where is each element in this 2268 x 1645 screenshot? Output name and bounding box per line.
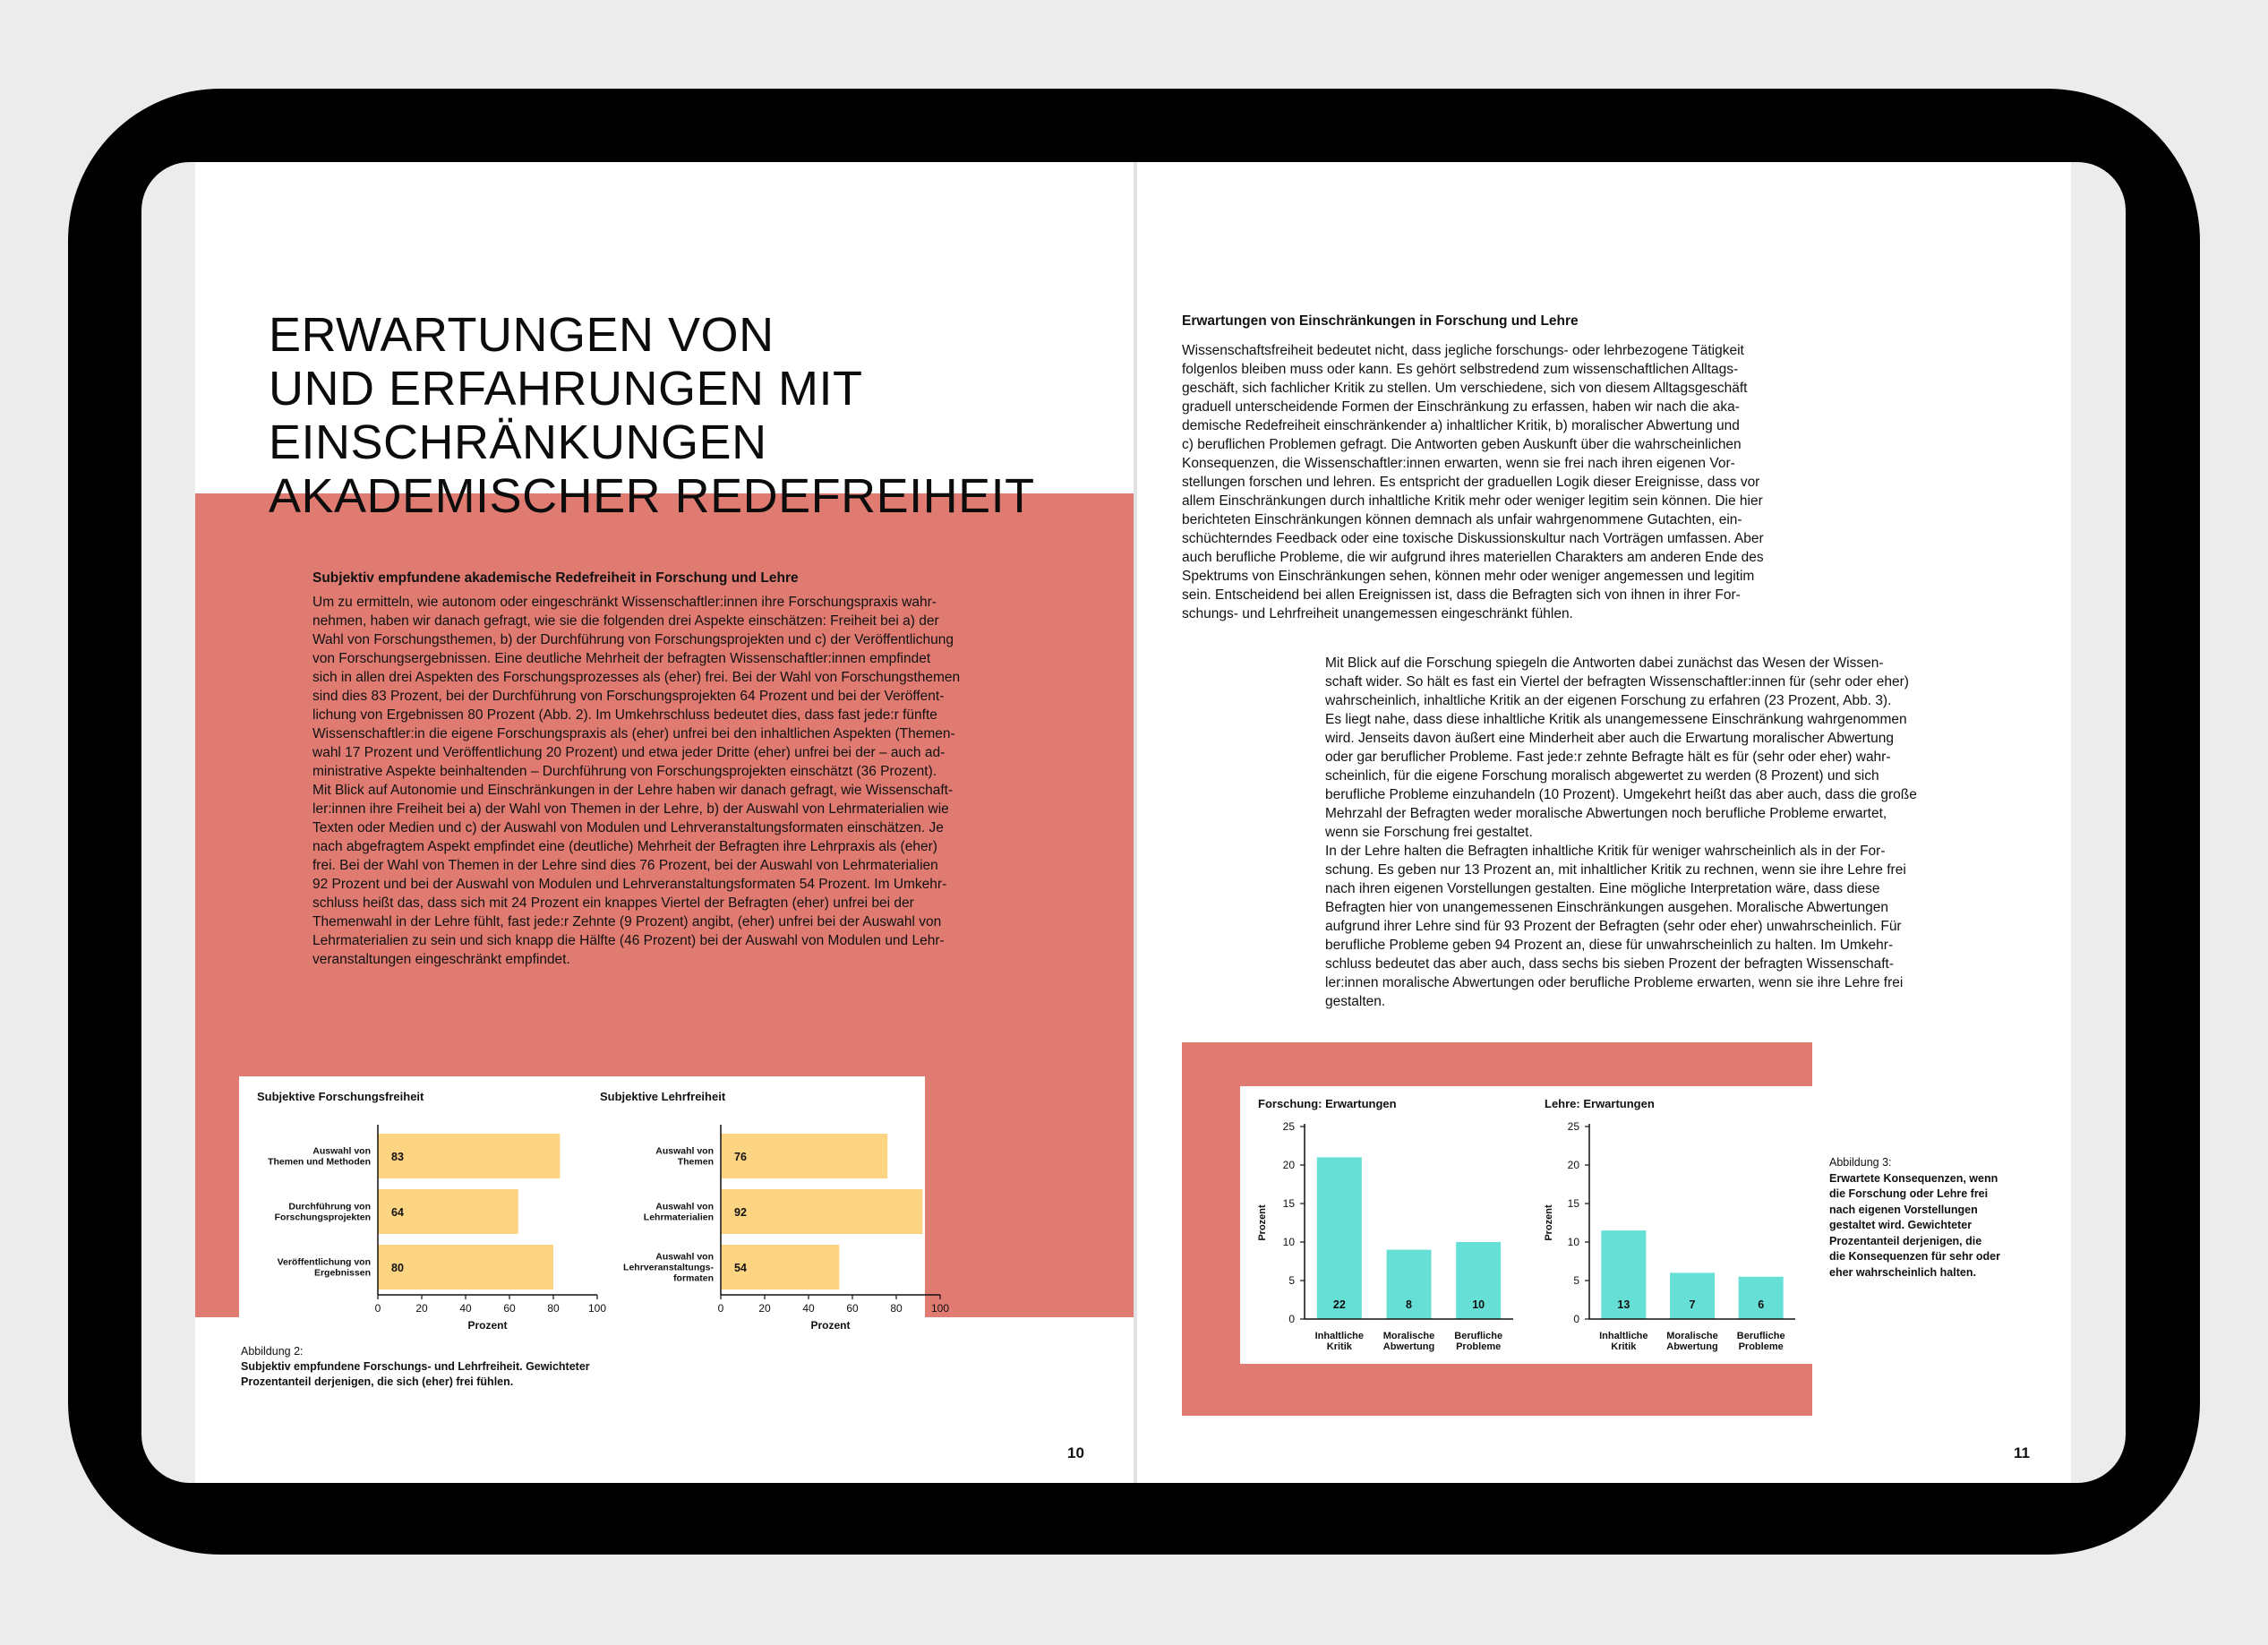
body-text-right-2: Mit Blick auf die Forschung spiegeln die Antworten dabei zunächst das Wesen der Wissen- schaft wider. So hält es fast ein Viertel der befragten Wissenschaftler:innen für (sehr oder eher) wahrscheinlich, inhaltliche Kritik an der eigenen Forschung zu erfahren (23 Prozent, Abb. 3). Es liegt nahe, dass diese inhaltliche Kritik als unangemessene Einschränkung wahrgenommen wird. Jenseits davon äußert eine Minderheit aber auch die Erwartung moralischer Abwertung oder gar beruflicher Probleme. Fast jede:r zehnte Befragte hält es für (sehr oder eher) wahr- scheinlich, für die eigene Forschung moralisch abgewertet zu werden (8 Prozent) und sich berufliche Probleme einzuhandeln (10 Prozent). Umgekehrt heißt das aber auch, dass die große Mehrzahl der Befragten weder moralische Abwertungen noch berufliche Probleme erwartet, wenn sie Forschung frei gestaltet. In der Lehre halten die Befragten inhaltliche Kritik für weniger wahrscheinlich als in der For- schung. Es geben nur 13 Prozent an, mit inhaltlicher Kritik zu rechnen, wenn sie ihre Lehre frei nach ihren eigenen Vorstellungen gestalten. Eine mögliche Interpretation wäre, dass diese Befragten hier von unangemessenen Einschränkungen ausgehen. Moralische Abwertungen aufgrund ihrer Lehre sind für 93 Prozent der Befragten (sehr oder eher) unwahrscheinlich. Für berufliche Probleme geben 94 Prozent an, diese für unwahrscheinlich zu halten. Im Umkehr- schluss bedeutet das aber auch, dass sechs bis sieben Prozent der befragten Wissenschaft- ler:innen moralische Abwertungen oder berufliche Probleme erwarten, wenn sie ihre Lehre frei gestalten. (1325, 655, 1917, 1009)
bar-value-label: 22 (1332, 1298, 1346, 1311)
x-axis-label: Prozent (810, 1319, 851, 1332)
y-tick-label: 0 (1573, 1313, 1579, 1325)
x-tick-label: 0 (717, 1302, 724, 1315)
bar-value-label: 7 (1689, 1298, 1696, 1311)
chart-lehrfreiheit (582, 1076, 950, 1332)
chart-title: Subjektive Lehrfreiheit (600, 1090, 726, 1103)
figure-3-card (1240, 1086, 1812, 1364)
category-label: Durchführung von Forschungsprojekten (274, 1201, 371, 1223)
category-label: Veröffentlichung von Ergebnissen (277, 1256, 371, 1279)
category-label: Moralische Abwertung (1382, 1330, 1435, 1352)
section-heading: Subjektiv empfundene akademische Redefreiheit in Forschung und Lehre (312, 570, 799, 586)
x-tick-label: 0 (374, 1302, 381, 1315)
bar-value-label: 13 (1617, 1298, 1630, 1311)
x-tick-label: 20 (415, 1302, 428, 1315)
body-text: Um zu ermitteln, wie autonom oder eingeschränkt Wissenschaftler:innen ihre Forschungspraxis wahr- nehmen, haben wir danach gefragt, wie sie die folgenden drei Aspekte einschätzen: Freiheit bei a) der Wahl von Forschungsthemen, b) der Durchführung von Forschungsprojekten und c) der Veröffentlichung von Forschungsergebnissen. Eine deutliche Mehrheit der befragten Wissenschaftler:innen empfindet sich in allen drei Aspekten des Forschungsprozesses als (eher) frei. Bei der Wahl von Forschungsthemen sind dies 83 Prozent, bei der Durchführung von Forschungsprojekten 64 Prozent und bei der Veröffent- lichung von Ergebnissen 80 Prozent (Abb. 2). Im Umkehrschluss bedeutet dies, dass fast jede:r fünfte Wissenschaftler:in die eigene Forschungspraxis als (eher) unfrei bei den inhaltlichen Aspekten (Themen- wahl 17 Prozent und Veröffentlichung 20 Prozent) und etwa jeder Dritte (eher) unfrei bei der – auch ad- ministrative Aspekte beinhaltenden – Durchführung von Forschungsprojekten einschätzt (36 Prozent). Mit Blick auf Autonomie und Einschränkungen in der Lehre haben wir danach gefragt, wie Wissenschaft- ler:innen ihre Freiheit bei a) der Wahl von Themen in der Lehre, b) der Auswahl von Lehrmaterialien wie Texten oder Medien und c) der Auswahl von Modulen und Lehrveranstaltungsformaten einschätzen. Je nach abgefragtem Aspekt empfindet eine (deutliche) Mehrheit der Befragten ihre Lehrpraxis als (eher) frei. Bei der Wahl von Themen in der Lehre sind dies 76 Prozent, bei der Auswahl von Lehrmaterialien 92 Prozent und bei der Auswahl von Modulen und Lehrveranstaltungsformaten 54 Prozent. Im Umkehr- schluss heißt das, dass sich mit 24 Prozent ein knappes Viertel der Befragten (eher) unfrei bei der Themenwahl in der Lehre fühlt, fast jede:r Zehnte (9 Prozent) angibt, (eher) unfrei bei der Auswahl von Lehrmaterialien zu sein und sich knapp die Hälfte (46 Prozent) bei der Auswahl von Modulen und Lehr- veranstaltungen eingeschränkt empfindet. (312, 595, 961, 967)
x-tick-label: 40 (802, 1302, 815, 1315)
right-page (1137, 162, 2071, 1483)
category-label: Inhaltliche Kritik (1314, 1330, 1365, 1352)
bar-value-label: 6 (1758, 1298, 1765, 1311)
x-tick-label: 80 (890, 1302, 903, 1315)
figure-2-caption-text: Subjektiv empfundene Forschungs- und Lehrfreiheit. Gewichteter Prozentanteil derjenigen, die sich (eher) frei fühlen. (241, 1360, 590, 1388)
y-axis-label: Prozent (1257, 1204, 1268, 1241)
chart-lehre-erwartungen (1527, 1086, 1812, 1364)
y-tick-label: 25 (1567, 1120, 1579, 1133)
bar-value-label: 92 (734, 1206, 747, 1219)
section-heading-right: Erwartungen von Einschränkungen in Forschung und Lehre (1182, 313, 1579, 329)
y-tick-label: 0 (1288, 1313, 1295, 1325)
y-axis-label: Prozent (1544, 1204, 1554, 1241)
chart-forschungsfreiheit (239, 1076, 607, 1332)
category-label: Auswahl von Lehrmaterialien (643, 1201, 714, 1223)
x-tick-label: 80 (547, 1302, 560, 1315)
chart-title: Subjektive Forschungsfreiheit (257, 1090, 424, 1103)
category-label: Auswahl von Themen und Methoden (268, 1145, 371, 1168)
chart-title: Forschung: Erwartungen (1258, 1097, 1397, 1110)
y-tick-label: 10 (1567, 1236, 1579, 1248)
y-tick-label: 5 (1288, 1274, 1295, 1287)
bar-value-label: 83 (391, 1151, 404, 1163)
chart-forschung-erwartungen (1240, 1086, 1527, 1364)
x-tick-label: 60 (503, 1302, 516, 1315)
bar-value-label: 64 (391, 1206, 404, 1219)
figure-2-caption-label: Abbildung 2: (241, 1345, 304, 1358)
x-tick-label: 40 (459, 1302, 472, 1315)
category-label: Auswahl von Themen (655, 1145, 714, 1168)
category-label: Berufliche Probleme (1454, 1330, 1503, 1352)
page-number-left: 10 (1067, 1444, 1084, 1461)
category-label: Moralische Abwertung (1666, 1330, 1718, 1352)
x-tick-label: 20 (758, 1302, 771, 1315)
y-tick-label: 15 (1282, 1197, 1295, 1210)
x-tick-label: 60 (846, 1302, 859, 1315)
body-text-right-1: Wissenschaftsfreiheit bedeutet nicht, dass jegliche forschungs- oder lehrbezogene Tätigkeit folgenlos bleiben muss oder kann. Es gehört selbstredend zum wissenschaftlichen Alltags- geschäft, sich fachlicher Kritik zu stellen. Um verschiedene, sich von diesem Alltagsgeschäft graduell unterscheidende Formen der Einschränkung zu erfassen, haben wir nach die aka- demische Redefreiheit einschränkender a) inhaltlicher Kritik, b) moralischer Abwertung und c) beruflichen Problemen gefragt. Die Antworten geben Auskunft über die wahrscheinlichen Konsequenzen, die Wissenschaftler:innen erwarten, wenn sie frei nach ihren eigenen Vor- stellungen forschen und lehren. Es entspricht der graduellen Logik dieser Ereignisse, dass vor allem Einschränkungen durch inhaltliche Kritik mehr oder weniger legitim sein können. Die hier berichteten Einschränkungen können demnach als unfair wahrgenommene Gutachten, ein- schüchterndes Feedback oder eine toxische Diskussionskultur nach Vorträgen umfassen. Aber auch berufliche Probleme, die wir aufgrund ihres materiellen Charakters am anderen Ende des Spektrums von Einschränkungen sehen, können mehr oder weniger angemessen und legitim sein. Entscheidend bei allen Ereignissen ist, dass die Befragten sich von ihnen in ihrer For- schungs- und Lehrfreiheit unangemessen eingeschränkt fühlen. (1182, 343, 1764, 621)
figure-3-caption-label: Abbildung 3: (1829, 1156, 1892, 1169)
y-tick-label: 5 (1573, 1274, 1579, 1287)
bar-value-label: 76 (734, 1151, 747, 1163)
bar-3 (378, 1245, 553, 1289)
bar-1 (1317, 1157, 1362, 1319)
y-tick-label: 20 (1282, 1159, 1295, 1171)
page-title: ERWARTUNGEN VON UND ERFAHRUNGEN MIT EINSCHRÄNKUNGEN AKADEMISCHER REDEFREIHEIT (269, 308, 1035, 523)
figure-2-card (239, 1076, 950, 1332)
bar-1 (378, 1134, 560, 1178)
category-label: Berufliche Probleme (1736, 1330, 1785, 1352)
x-tick-label: 100 (930, 1302, 950, 1315)
y-tick-label: 25 (1282, 1120, 1295, 1133)
category-label: Inhaltliche Kritik (1599, 1330, 1648, 1352)
bar-value-label: 80 (391, 1262, 404, 1274)
bar-value-label: 54 (734, 1262, 747, 1274)
y-tick-label: 15 (1567, 1197, 1579, 1210)
figure-3-caption-text: Erwartete Konsequenzen, wenn die Forschung oder Lehre frei nach eigenen Vorstellungen gestaltet wird. Gewichteter Prozentanteil derjenigen, die die Konsequenzen für sehr oder eher wahrscheinlich halten. (1829, 1171, 2001, 1279)
left-page (195, 162, 1134, 1483)
x-tick-label: 100 (587, 1302, 607, 1315)
y-tick-label: 20 (1567, 1159, 1579, 1171)
figure-2-caption (241, 1344, 778, 1390)
bar-2 (1670, 1272, 1715, 1319)
chart-title: Lehre: Erwartungen (1545, 1097, 1655, 1110)
bar-2 (721, 1189, 922, 1234)
category-label: Auswahl von Lehrveranstaltungs-formaten (623, 1251, 714, 1284)
x-axis-label: Prozent (467, 1319, 508, 1332)
bar-value-label: 10 (1472, 1298, 1485, 1311)
figure-3-caption (1829, 1155, 2035, 1281)
page-number-right: 11 (2014, 1444, 2030, 1461)
bar-value-label: 8 (1406, 1298, 1412, 1311)
y-tick-label: 10 (1282, 1236, 1295, 1248)
